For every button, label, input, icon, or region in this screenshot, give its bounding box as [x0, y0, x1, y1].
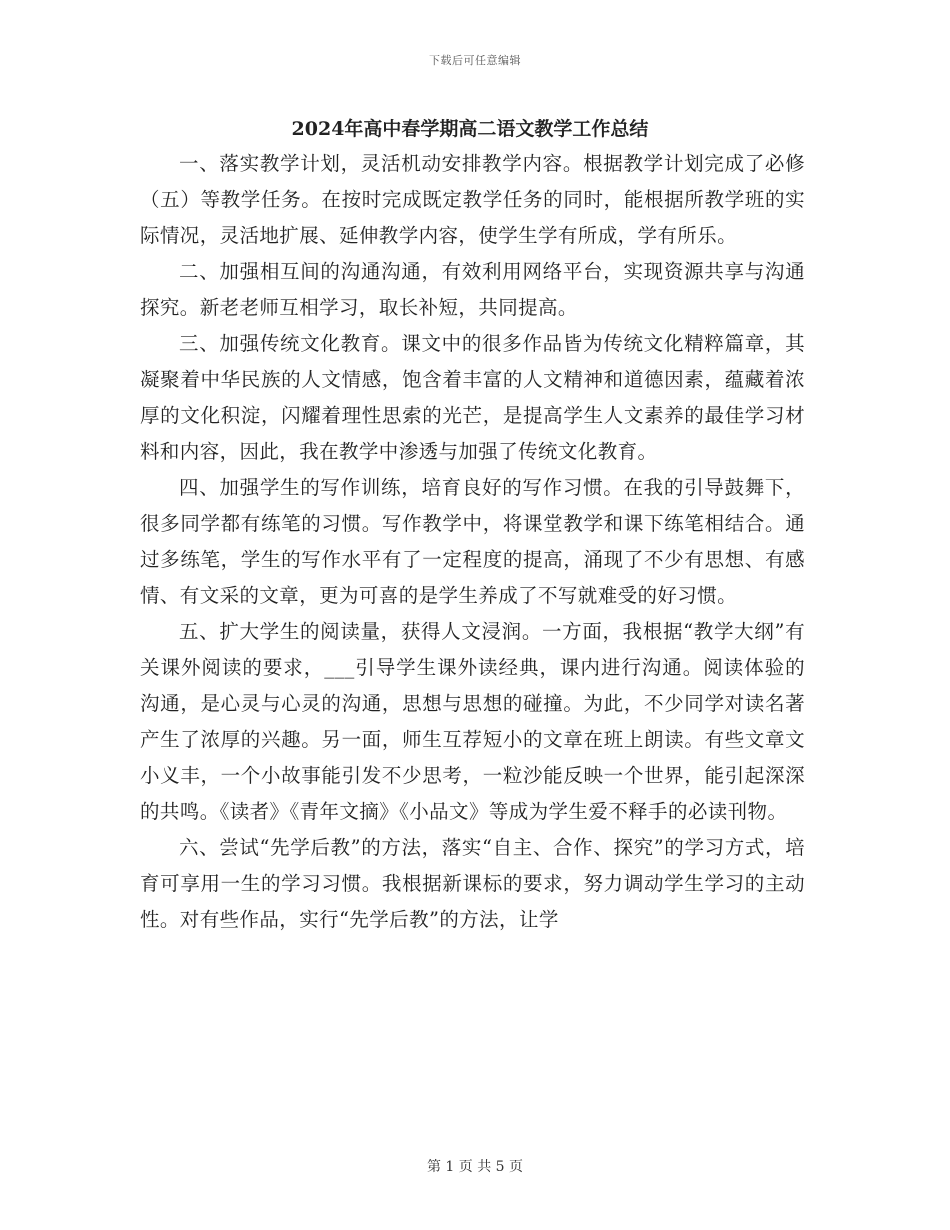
paragraph-2: 二、加强相互间的沟通沟通，有效利用网络平台，实现资源共享与沟通探究。新老老师互相学习，取长补短，共同提高。	[140, 260, 805, 319]
document-title: 2024年高中春学期高二语文教学工作总结	[291, 118, 649, 140]
paragraph-6: 六、尝试“先学后教”的方法，落实“自主、合作、探究”的学习方式，培育可享用一生的学习习惯。我根据新课标的要求，努力调动学生学习的主动性。对有些作品，实行“先学后教”的方法，让学	[140, 836, 805, 931]
page-number-footer: 第 1 页 共 5 页	[426, 1159, 524, 1175]
document-body	[140, 146, 805, 938]
paragraph-1: 一、落实教学计划，灵活机动安排教学内容。根据教学计划完成了必修（五）等教学任务。在按时完成既定教学任务的同时，能根据所教学班的实际情况，灵活地扩展、延伸教学内容，使学生学有所成，学有所乐。	[140, 152, 805, 247]
page-header-note: 下载后可任意编辑	[429, 54, 521, 67]
paragraph-4: 四、加强学生的写作训练，培育良好的写作习惯。在我的引导鼓舞下，很多同学都有练笔的习惯。写作教学中，将课堂教学和课下练笔相结合。通过多练笔，学生的写作水平有了一定程度的提高，涌现了不少有思想、有感情、有文采的文章，更为可喜的是学生养成了不写就难受的好习惯。	[140, 476, 805, 607]
paragraph-3: 三、加强传统文化教育。课文中的很多作品皆为传统文化精粹篇章，其凝聚着中华民族的人文情感，饱含着丰富的人文精神和道德因素，蕴藏着浓厚的文化积淀，闪耀着理性思索的光芒，是提高学生人文素养的最佳学习材料和内容，因此，我在教学中渗透与加强了传统文化教育。	[140, 332, 805, 463]
paragraph-5: 五、扩大学生的阅读量，获得人文浸润。一方面，我根据“教学大纲”有关课外阅读的要求，___引导学生课外读经典，课内进行沟通。阅读体验的沟通，是心灵与心灵的沟通，思想与思想的碰撞。为此，不少同学对读名著产生了浓厚的兴趣。另一面，师生互荐短小的文章在班上朗读。有些文章文小义丰，一个小故事能引发不少思考，一粒沙能反映一个世界，能引起深深的共鸣。《读者》《青年文摘》《小品文》等成为学生爱不释手的必读刊物。	[140, 620, 805, 823]
